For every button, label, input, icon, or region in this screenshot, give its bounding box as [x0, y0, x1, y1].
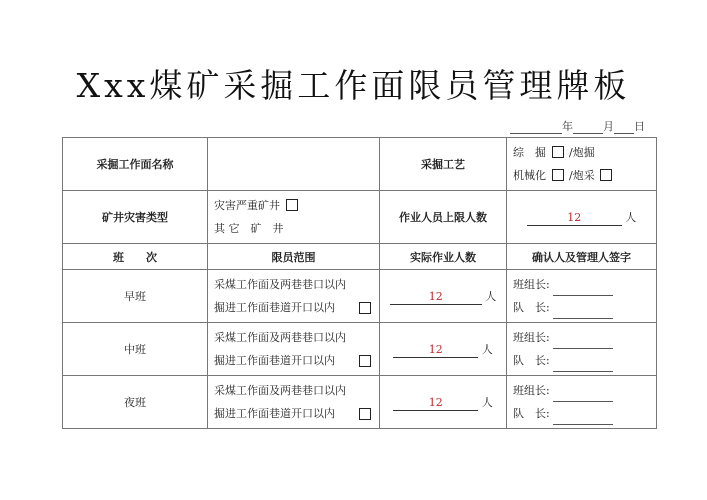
limit-cell [507, 191, 657, 244]
severe-mine-checkbox[interactable] [286, 199, 298, 211]
range-header: 限员范围 [208, 244, 380, 270]
day-label: 日 [634, 120, 645, 133]
range-coal-face: 采煤工作面及两巷巷口以内 [214, 278, 346, 291]
year-field[interactable] [510, 122, 562, 134]
severe-mine-label: 灾害严重矿井 [214, 199, 280, 212]
captain-signature[interactable] [553, 412, 613, 425]
month-field[interactable] [573, 122, 603, 134]
option-blast-mining-label: /炮采 [569, 169, 595, 182]
captain-signature[interactable] [553, 306, 613, 319]
range-tunnel-face: 掘进工作面巷道开口以内 [214, 301, 335, 314]
limit-unit: 人 [625, 210, 637, 224]
actual-count-value[interactable]: 12 [393, 343, 478, 358]
team-leader-label: 班组长: [513, 384, 550, 397]
board-title: Xxx煤矿采掘工作面限员管理牌板 [76, 66, 631, 105]
range-cell [208, 270, 380, 323]
shift-row-night [63, 376, 657, 429]
process-label: 采掘工艺 [380, 138, 507, 191]
range-checkbox[interactable] [359, 408, 371, 420]
blast-mining-checkbox[interactable] [600, 169, 612, 181]
workface-row [63, 138, 657, 191]
signature-cell [507, 376, 657, 429]
disaster-options [208, 191, 380, 244]
actual-count-cell [380, 270, 507, 323]
range-tunnel-face: 掘进工作面巷道开口以内 [214, 407, 335, 420]
range-checkbox[interactable] [359, 355, 371, 367]
option-blast-tunnel-label: /炮掘 [569, 146, 595, 159]
shift-name: 中班 [63, 323, 208, 376]
team-leader-signature[interactable] [553, 283, 613, 296]
workface-name-label: 采掘工作面名称 [63, 138, 208, 191]
shift-name: 早班 [63, 270, 208, 323]
actual-count-cell [380, 376, 507, 429]
actual-count-cell [380, 323, 507, 376]
month-label: 月 [603, 120, 614, 133]
option-mechanized-label: 机械化 [513, 169, 546, 182]
shift-name: 夜班 [63, 376, 208, 429]
management-table [62, 137, 657, 429]
date-line [510, 118, 645, 134]
actual-count-unit: 人 [485, 289, 497, 303]
shift-row-morning [63, 270, 657, 323]
other-mine-label: 其 它 矿 井 [214, 222, 284, 235]
team-leader-signature[interactable] [553, 389, 613, 402]
disaster-row [63, 191, 657, 244]
comprehensive-checkbox[interactable] [552, 146, 564, 158]
range-cell [208, 323, 380, 376]
shift-header: 班 次 [63, 244, 208, 270]
actual-count-unit: 人 [481, 342, 493, 356]
team-leader-label: 班组长: [513, 331, 550, 344]
team-leader-label: 班组长: [513, 278, 550, 291]
shift-row-middle [63, 323, 657, 376]
captain-label: 队 长: [513, 354, 550, 367]
actual-count-unit: 人 [481, 395, 493, 409]
limit-label: 作业人员上限人数 [380, 191, 507, 244]
range-tunnel-face: 掘进工作面巷道开口以内 [214, 354, 335, 367]
actual-count-value[interactable]: 12 [390, 290, 482, 305]
process-options [507, 138, 657, 191]
range-coal-face: 采煤工作面及两巷巷口以内 [214, 384, 346, 397]
range-cell [208, 376, 380, 429]
team-leader-signature[interactable] [553, 336, 613, 349]
option-comprehensive-label: 综 掘 [513, 146, 546, 159]
range-coal-face: 采煤工作面及两巷巷口以内 [214, 331, 346, 344]
workface-name-field[interactable] [208, 138, 380, 191]
actual-header: 实际作业人数 [380, 244, 507, 270]
captain-label: 队 长: [513, 407, 550, 420]
actual-count-value[interactable]: 12 [393, 396, 478, 411]
mechanized-checkbox[interactable] [552, 169, 564, 181]
signature-cell [507, 323, 657, 376]
confirm-header: 确认人及管理人签字 [507, 244, 657, 270]
captain-signature[interactable] [553, 359, 613, 372]
captain-label: 队 长: [513, 301, 550, 314]
day-field[interactable] [614, 122, 634, 134]
limit-value[interactable]: 12 [527, 211, 622, 226]
header-row [63, 244, 657, 270]
year-label: 年 [562, 120, 573, 133]
signature-cell [507, 270, 657, 323]
range-checkbox[interactable] [359, 302, 371, 314]
disaster-type-label: 矿井灾害类型 [63, 191, 208, 244]
